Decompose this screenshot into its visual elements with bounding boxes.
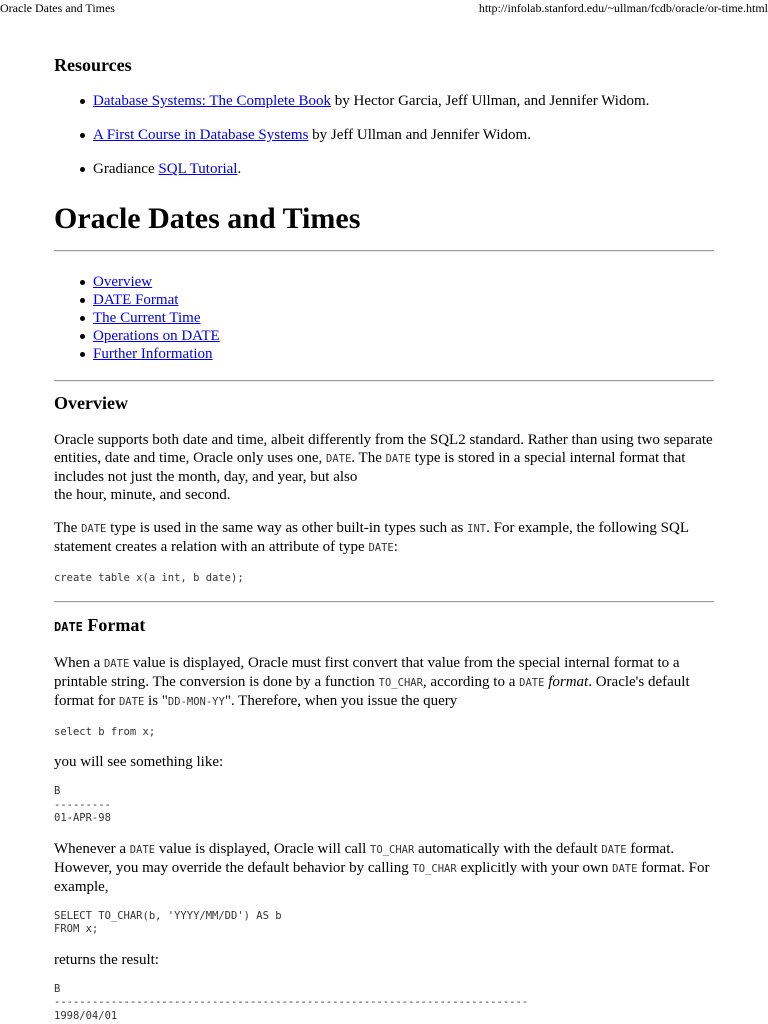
overview-heading: Overview: [54, 393, 128, 413]
resource-link-first-course[interactable]: A First Course in Database Systems: [93, 127, 309, 143]
overview-paragraph-1: Oracle supports both date and time, albeit differently from the SQL2 standard. Rather than using two separate entities, date and time, Oracle only uses one, DATE. The DATE type is stored in a special internal format that includes not just the month, day, and year, but also the hour, minute, and second.: [54, 432, 713, 503]
resource-item: A First Course in Database Systems by Jeff Ullman and Jennifer Widom.: [54, 126, 714, 144]
code-result-formatted: B --------------------------------------------------------------------------- 1998/04/01: [54, 982, 529, 1022]
page-title: Oracle Dates and Times: [54, 202, 361, 235]
toc-item: [54, 291, 714, 309]
code-select-query: select b from x;: [54, 725, 156, 738]
print-header-url: http://infolab.stanford.edu/~ullman/fcdb/oracle/or-time.html: [478, 1, 768, 15]
resource-link-sql-tutorial[interactable]: SQL Tutorial: [158, 161, 238, 177]
divider: [54, 601, 714, 603]
table-of-contents: [54, 273, 714, 363]
print-header: [0, 1, 768, 17]
toc-item: [54, 327, 714, 345]
toc-link-further-info[interactable]: Further Information: [93, 346, 213, 362]
toc-link-date-format[interactable]: DATE Format: [93, 292, 179, 308]
toc-link-current-time[interactable]: The Current Time: [93, 310, 201, 326]
resources-list: [54, 92, 714, 178]
resource-item: Database Systems: The Complete Book by Hector Garcia, Jeff Ullman, and Jennifer Widom.: [54, 92, 714, 110]
overview-paragraph-2: The DATE type is used in the same way as other built-in types such as INT. For example, the following SQL statement creates a relation with an attribute of type DATE:: [54, 520, 689, 555]
print-header-title: Oracle Dates and Times: [0, 1, 115, 15]
toc-link-operations[interactable]: Operations on DATE: [93, 328, 220, 344]
toc-link-overview[interactable]: Overview: [93, 274, 153, 290]
code-create-table: create table x(a int, b date);: [54, 572, 244, 584]
code-select-to-char: SELECT TO_CHAR(b, 'YYYY/MM/DD') AS b FROM x;: [54, 909, 282, 935]
date-format-paragraph-2: you will see something like:: [54, 754, 224, 770]
divider: [54, 250, 714, 252]
resource-item: Gradiance SQL Tutorial.: [54, 160, 714, 178]
code-result-default: B --------- 01-APR-98: [54, 785, 111, 824]
date-format-paragraph-3: Whenever a DATE value is displayed, Oracle will call TO_CHAR automatically with the default DATE format. However, you may override the default behavior by calling TO_CHAR explicitly with your own DATE format. For example,: [54, 840, 710, 895]
resources-heading: Resources: [54, 55, 132, 75]
date-format-paragraph-1: When a DATE value is displayed, Oracle must first convert that value from the special internal format to a printable string. The conversion is done by a function TO_CHAR, according to a DATE format. Oracle's default format for DATE is "DD-MON-YY". Therefore, when you issue the query: [54, 654, 690, 709]
toc-item: [54, 273, 714, 291]
toc-item: [54, 309, 714, 327]
date-format-heading: DATE Format: [54, 614, 146, 635]
divider: [54, 380, 714, 382]
date-format-paragraph-4: returns the result:: [54, 951, 159, 968]
resource-link-complete-book[interactable]: Database Systems: The Complete Book: [93, 93, 332, 109]
toc-item: [54, 345, 714, 363]
page-content: [54, 38, 714, 1023]
